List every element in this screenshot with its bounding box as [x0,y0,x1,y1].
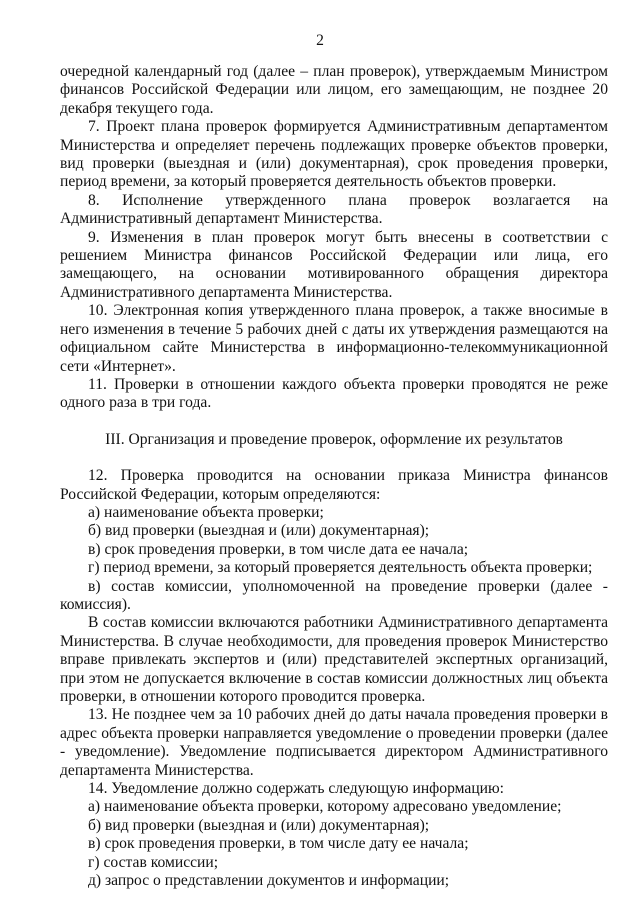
document-body [60,63,608,890]
paragraph-12: 12. Проверка проводится на основании приказа Министра финансов Российской Федерации, которым определяются: [60,467,608,503]
paragraph-10: 10. Электронная копия утвержденного плана проверок, а также вносимые в него изменения в течение 5 рабочих дней с даты их утверждения размещаются на официальном сайте Министерства в информационно-телекоммуникационной сети «Интернет». [60,302,608,375]
paragraph-13: 13. Не позднее чем за 10 рабочих дней до даты начала проведения проверки в адрес объекта проверки направляется уведомление о проведении проверки (далее - уведомление). Уведомление подписывается директором Административного департамента Министерства. [60,706,608,779]
list-item: г) состав комиссии; [88,853,219,871]
paragraph-11: 11. Проверки в отношении каждого объекта проверки проводятся не реже одного раза в три года. [60,375,608,412]
list-item: д) запрос о представлении документов и информации; [88,872,450,890]
page-number: 2 [316,32,324,49]
list-item: г) период времени, за который проверяется деятельность объекта проверки; [88,559,593,577]
list-item: в) состав комиссии, уполномоченной на проведение проверки (далее - комиссия). [60,577,608,613]
paragraph-9: 9. Изменения в план проверок могут быть внесены в соответствии с решением Министра финансов Российской Федерации или лица, его замещающего, на основании мотивированного обращения директора Административного департамента Министерства. [60,228,608,301]
paragraph-commission: В состав комиссии включаются работники Административного департамента Министерства. В случае необходимости, для проведения проверок Министерство вправе привлекать экспертов и (или) представителей экспертных организаций, при этом не допускается включение в состав комиссии должностных лиц объекта проверки, в отношении которого проводится проверка. [60,614,608,705]
paragraph-14: 14. Уведомление должно содержать следующую информацию: [88,780,504,798]
list-item: в) срок проведения проверки, в том числе дата ее начала; [88,540,469,558]
list-item: в) срок проведения проверки, в том числе дату ее начала; [88,835,469,853]
list-item: б) вид проверки (выездная и (или) документарная); [88,522,430,540]
paragraph-8: 8. Исполнение утвержденного плана проверок возлагается на Административный департамент Министерства. [60,191,608,228]
paragraph-continuation: очередной календарный год (далее – план проверок), утверждаемым Министром финансов Российской Федерации или лицом, его замещающим, не позднее 20 декабря текущего года. [60,63,608,117]
section-heading: III. Организация и проведение проверок, оформление их результатов [105,430,563,448]
list-item: а) наименование объекта проверки; [88,503,324,521]
list-item: а) наименование объекта проверки, которому адресовано уведомление; [88,798,562,816]
list-item: б) вид проверки (выездная и (или) документарная); [88,816,430,834]
paragraph-7: 7. Проект плана проверок формируется Административным департаментом Министерства и определяет перечень подлежащих проверке объектов проверки, вид проверки (выездная и (или) документарная), срок проведения проверки, период времени, за который проверяется деятельность объектов проверки. [60,118,608,191]
